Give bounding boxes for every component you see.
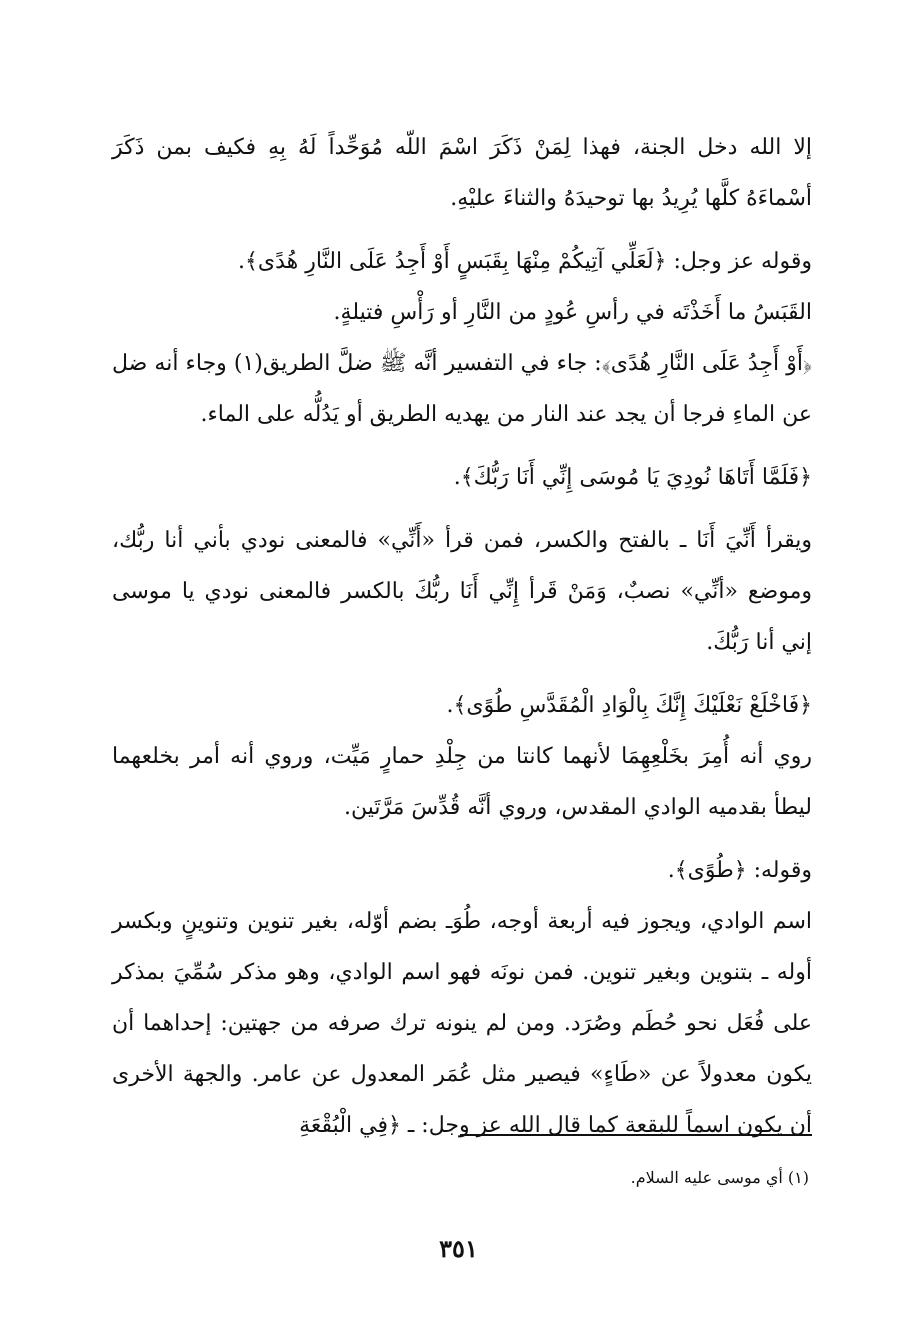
paragraph-10: اسم الوادي، ويجوز فيه أربعة أوجه، طُوَـ بضم أوّله، بغير تنوين وتنوينٍ وبكسر أوله ـ بتنوين وبغير تنوين. فمن نونَه فهو اسم الوادي، وهو مذكر سُمِّيَ بمذكر على فُعَل نحو حُطَم وصُرَد. ومن لم ينونه ترك صرفه من جهتين: إحداهما أن يكون معدولاً عن «طَاءٍ» فيصير مثل عُمَر المعدول عن عامر. والجهة الأخرى أن يكون اسماً للبقعة كما قال الله عز وجل: ـ ﴿فِي الْبُقْعَةِ bbox=[112, 909, 812, 1138]
paragraph-8: روي أنه أُمِرَ بخَلْعِهِمَا لأنهما كانتا من جِلْدِ حمارٍ مَيِّت، وروي أنه أمر بخلعهما ليطأ بقدميه الوادي المقدس، وروي أنَّه قُدِّسَ مَرَّتَين. bbox=[112, 744, 812, 820]
paragraph-3: القَبَسُ ما أَخَذْتَه في رأسِ عُودٍ من النَّارِ أو رَأْسِ فتيلةٍ. bbox=[333, 300, 812, 325]
paragraph-7: ﴿فَاخْلَعْ نَعْلَيْكَ إِنَّكَ بِالْوَادِ الْمُقَدَّسِ طُوًى﴾. bbox=[446, 693, 812, 718]
footnote: (١) أي موسى عليه السلام. bbox=[630, 1168, 809, 1187]
paragraph-2: وقوله عز وجل: ﴿لَعَلِّي آتِيكُمْ مِنْهَا بِقَبَسٍ أَوْ أَجِدُ عَلَى النَّارِ هُدًى﴾. bbox=[238, 249, 812, 274]
paragraph-9: وقوله: ﴿طُوًى﴾. bbox=[667, 858, 812, 883]
paragraph-1: إلا الله دخل الجنة، فهذا لِمَنْ ذَكَرَ اسْمَ اللّه مُوَحِّداً لَهُ بِهِ فكيف بمن ذَكَرَ أسْماءَهُ كلَّها يُرِيدُ بها توحيدَهُ والثناءَ عليْهِ. bbox=[112, 135, 812, 211]
paragraph-5: ﴿فَلَمَّا أَتَاهَا نُودِيَ يَا مُوسَى إِنِّي أَنَا رَبُّكَ﴾. bbox=[453, 465, 812, 490]
footnote-divider bbox=[460, 1134, 812, 1136]
page-number: ٣٥١ bbox=[439, 1234, 478, 1263]
paragraph-6: ويقرأ أَنِّيَ أَنَا ـ بالفتح والكسر، فمن قرأ «أَنِّي» فالمعنى نودي بأني أنا ربُّك، وموضع «أنِّي» نصبٌ، وَمَنْ قَرأ إِنِّي أَنَا ربُّكَ بالكسر فالمعنى نودي يا موسى إني أنا رَبُّكَ. bbox=[112, 528, 812, 655]
main-text bbox=[112, 122, 812, 1151]
paragraph-4: ﴿أَوْ أَجِدُ عَلَى النَّارِ هُدًى﴾: جاء في التفسير أنَّه ﷺ ضلَّ الطريق(١) وجاء أنه ضل عن الماءِ فرجا أن يجد عند النار من يهديه الطريق أو يَدُلُّه على الماء. bbox=[112, 351, 812, 427]
